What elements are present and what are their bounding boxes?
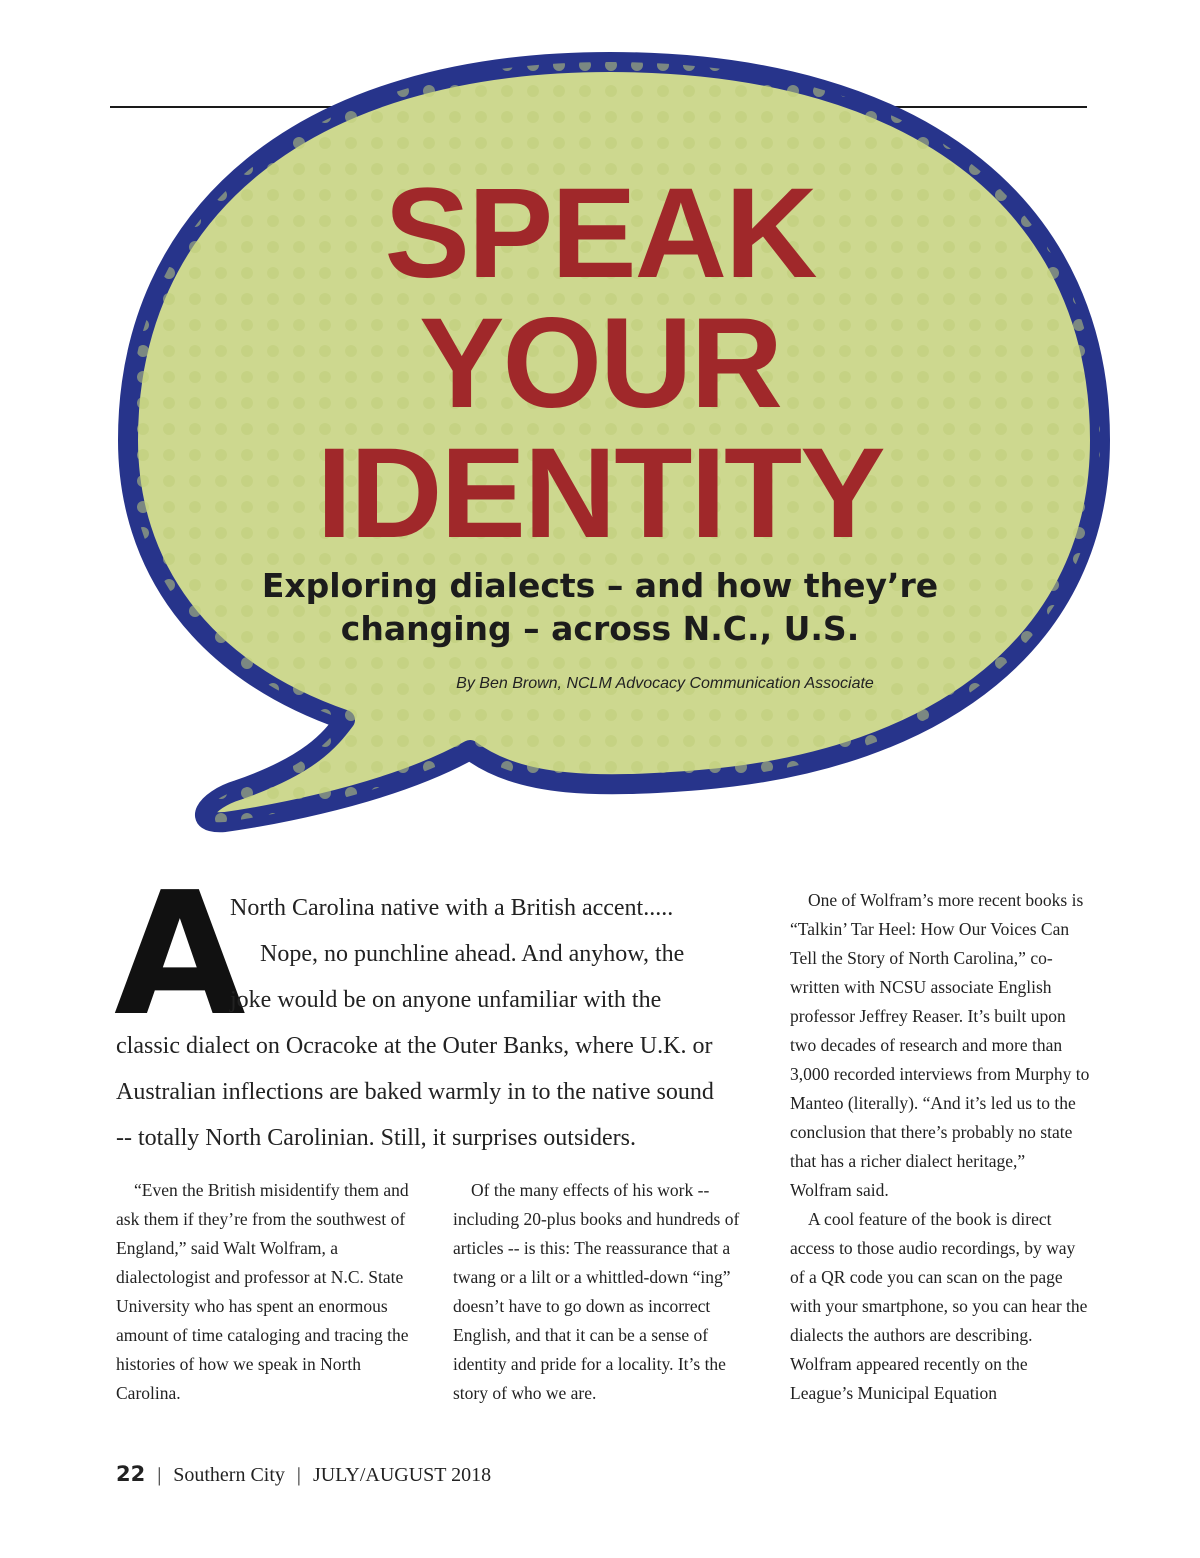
lead-line: North Carolina native with a British accent..... [230,895,674,921]
body-paragraph: “Even the British misidentify them and ask them if they’re from the southwest of England,” said Walt Wolfram, a dialectologist and professor at N.C. State University who has spent an enormous amount of time cataloging and tracing the histories of how we speak in North Carolina. [116,1180,409,1403]
lead-line: joke would be on anyone unfamiliar with the [230,987,662,1013]
title-line-3: IDENTITY [316,422,884,565]
issue-date: JULY/AUGUST 2018 [312,1464,492,1486]
page-footer [116,1462,491,1487]
page-number: 22 [116,1462,146,1486]
footer-separator: | [157,1464,162,1486]
body-paragraph: One of Wolfram’s more recent books is “Talkin’ Tar Heel: How Our Voices Can Tell the Story of North Carolina,” co-written with NCSU associate English professor Jeffrey Reaser. It’s built upon two decades of research and more than 3,000 recorded interviews from Murphy to Manteo (literally). “And it’s led us to the conclusion that there’s probably no state that has a richer dialect heritage,” Wolfram said. [790,890,1090,1200]
subtitle-line-2: changing – across N.C., U.S. [340,609,860,648]
body-column-1 [116,1176,421,1408]
body-column-2 [453,1176,758,1408]
drop-cap: A [114,856,246,1054]
footer-separator: | [296,1464,301,1486]
title-line-1: SPEAK [384,162,816,305]
body-paragraph: A cool feature of the book is direct access to those audio recordings, by way of a QR code you can scan on the page with your smartphone, so you can hear the dialects the authors are describing. Wolfram appeared recently on the League’s Municipal Equation [790,1209,1088,1403]
lead-paragraph [116,885,766,1161]
body-column-3 [790,886,1090,1408]
lead-line: -- totally North Carolinian. Still, it surprises outsiders. [116,1125,636,1151]
lead-line: classic dialect on Ocracoke at the Outer Banks, where U.K. or [116,1033,713,1059]
publication-name: Southern City [173,1464,285,1486]
body-paragraph: Of the many effects of his work -- including 20-plus books and hundreds of articles -- is this: The reassurance that a twang or a lilt or a whittled-down “ing” doesn’t have to go down as incorrect English, and that it can be a sense of identity and pride for a locality. It’s the story of who we are. [453,1180,740,1403]
lead-line: Australian inflections are baked warmly in to the native sound [116,1079,714,1105]
byline: By Ben Brown, NCLM Advocacy Communication Associate [456,675,874,692]
title-line-2: YOUR [419,292,781,435]
subtitle-line-1: Exploring dialects – and how they’re [261,566,939,605]
lead-line: Nope, no punchline ahead. And anyhow, the [260,941,685,967]
